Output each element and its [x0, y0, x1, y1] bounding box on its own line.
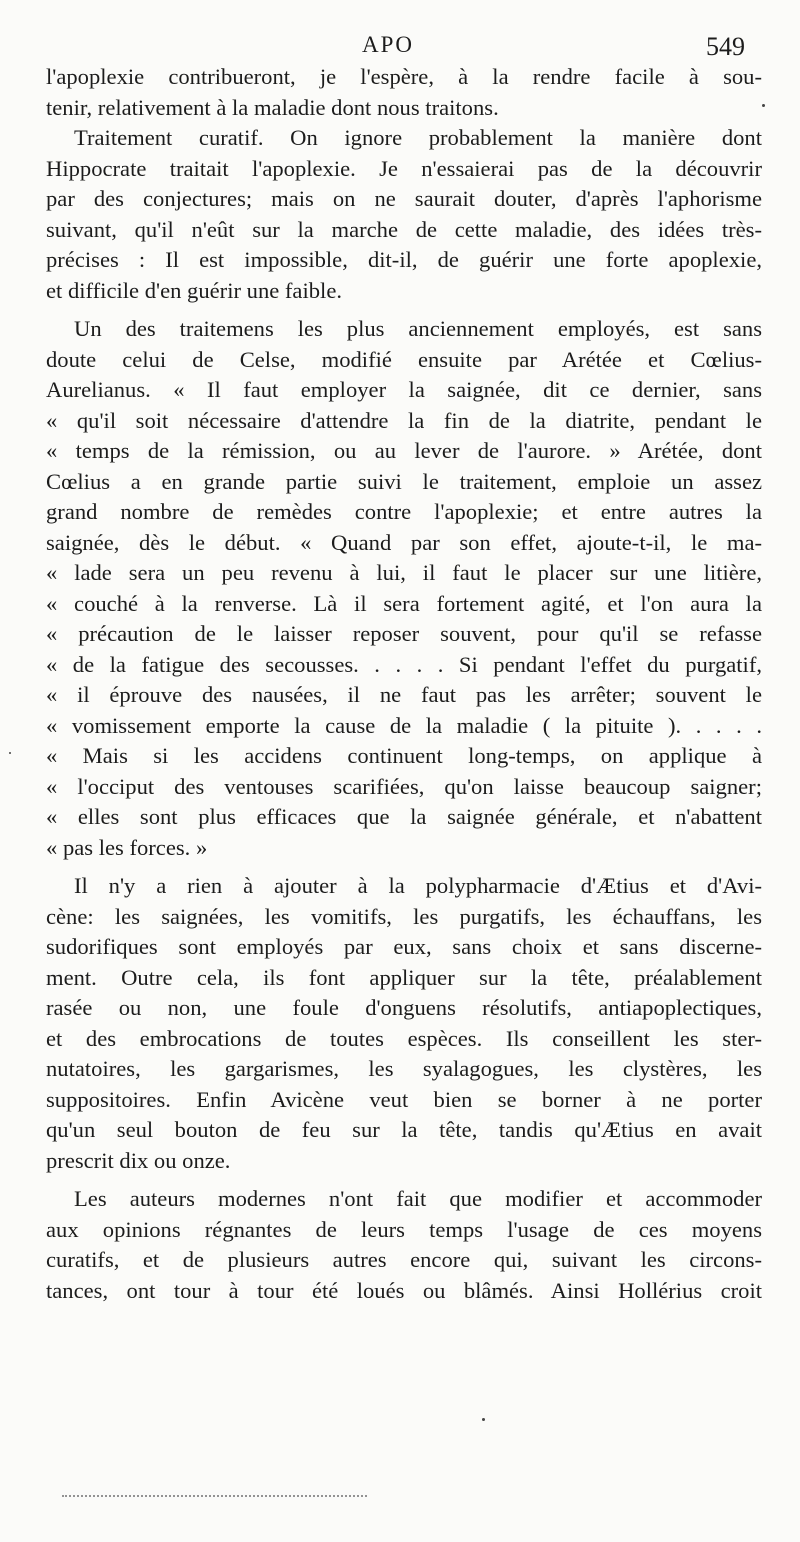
- text-line: prescrit dix ou onze.: [46, 1147, 231, 1173]
- text-line: « l'occiput des ventouses scarifiées, qu'on laisse beaucoup saigner;: [46, 773, 762, 799]
- text-line: par des conjectures; mais on ne saurait douter, d'après l'aphorisme: [46, 186, 762, 211]
- text-line: « Mais si les accidens continuent long-temps, on applique à: [46, 743, 762, 768]
- text-line: saignée, dès le début. « Quand par son effet, ajoute-t-il, le ma-: [46, 529, 762, 555]
- text-line: Hippocrate traitait l'apoplexie. Je n'essaierai pas de la découvrir: [46, 155, 762, 181]
- text-line: « vomissement emporte la cause de la maladie ( la pituite ). . . . .: [46, 712, 762, 738]
- text-line: rasée ou non, une foule d'onguens résolutifs, antiapoplectiques,: [46, 995, 762, 1020]
- text-line: précises : Il est impossible, dit-il, de guérir une forte apoplexie,: [46, 247, 762, 272]
- page-header: [0, 32, 800, 66]
- page-number: 549: [706, 32, 745, 61]
- text-line: Aurelianus. « Il faut employer la saignée, dit ce dernier, sans: [46, 377, 762, 402]
- paragraph-traitement-curatif: [46, 123, 762, 306]
- print-speck: [482, 1418, 485, 1421]
- print-speck: [9, 752, 11, 754]
- text-line: « précaution de le laisser reposer souvent, pour qu'il se refasse: [46, 621, 762, 646]
- text-line: doute celui de Celse, modifié ensuite par Arétée et Cœlius-: [46, 346, 762, 372]
- text-line: tances, ont tour à tour été loués ou blâmés. Ainsi Hollérius croit: [46, 1277, 762, 1303]
- text-line: qu'un seul bouton de feu sur la tête, tandis qu'Ætius en avait: [46, 1117, 762, 1142]
- print-speck: [762, 104, 765, 107]
- text-line: suppositoires. Enfin Avicène veut bien se borner à ne porter: [46, 1086, 762, 1112]
- text-line: nutatoires, les gargarismes, les syalagogues, les clystères, les: [46, 1056, 762, 1081]
- text-line: Cœlius a en grande partie suivi le traitement, emploie un assez: [46, 468, 762, 494]
- paragraph-intro-end: [46, 62, 762, 123]
- text-line: ment. Outre cela, ils font appliquer sur la tête, préalablement: [46, 964, 762, 990]
- text-line: aux opinions régnantes de leurs temps l'usage de ces moyens: [46, 1216, 762, 1242]
- text-line: « de la fatigue des secousses. . . . . Si pendant l'effet du purgatif,: [46, 651, 762, 677]
- text-line: grand nombre de remèdes contre l'apoplexie; et entre autres la: [46, 499, 762, 524]
- text-line: Un des traitemens les plus anciennement employés, est sans: [74, 316, 762, 341]
- text-line: « elles sont plus efficaces que la saignée générale, et n'abattent: [46, 804, 762, 829]
- text-line: « couché à la renverse. Là il sera fortement agité, et l'on aura la: [46, 590, 762, 616]
- text-line: « temps de la rémission, ou au lever de l'aurore. » Arétée, dont: [46, 438, 762, 463]
- text-line: curatifs, et de plusieurs autres encore qui, suivant les circons-: [46, 1247, 762, 1272]
- running-head: APO: [362, 32, 415, 57]
- text-line: Les auteurs modernes n'ont fait que modifier et accommoder: [74, 1186, 762, 1211]
- text-line: « pas les forces. »: [46, 834, 208, 860]
- paragraph-auteurs-modernes: [46, 1184, 762, 1306]
- text-line: « lade sera un peu revenu à lui, il faut le placer sur une litière,: [46, 560, 762, 585]
- text-line: Traitement curatif. On ignore probablement la manière dont: [74, 125, 762, 150]
- text-line: Il n'y a rien à ajouter à la polypharmacie d'Ætius et d'Avi-: [74, 873, 762, 898]
- text-line: et des embrocations de toutes espèces. Ils conseillent les ster-: [46, 1025, 762, 1051]
- text-line: « il éprouve des nausées, il ne faut pas les arrêter; souvent le: [46, 682, 762, 707]
- text-line: suivant, qu'il n'eût sur la marche de cette maladie, des idées très-: [46, 216, 762, 242]
- paragraph-aetius-avicene: [46, 871, 762, 1176]
- text-line: sudorifiques sont employés par eux, sans choix et sans discerne-: [46, 934, 762, 959]
- text-line: tenir, relativement à la maladie dont nous traitons.: [46, 94, 499, 120]
- body-text: [46, 62, 762, 1306]
- text-line: « qu'il soit nécessaire d'attendre la fin de la diatrite, pendant le: [46, 407, 762, 433]
- text-line: et difficile d'en guérir une faible.: [46, 277, 342, 303]
- text-line: l'apoplexie contribueront, je l'espère, à la rendre facile à sou-: [46, 64, 762, 89]
- text-line: cène: les saignées, les vomitifs, les purgatifs, les échauffans, les: [46, 903, 762, 929]
- paragraph-celse-aretee: [46, 314, 762, 863]
- footer-rule: [62, 1495, 367, 1497]
